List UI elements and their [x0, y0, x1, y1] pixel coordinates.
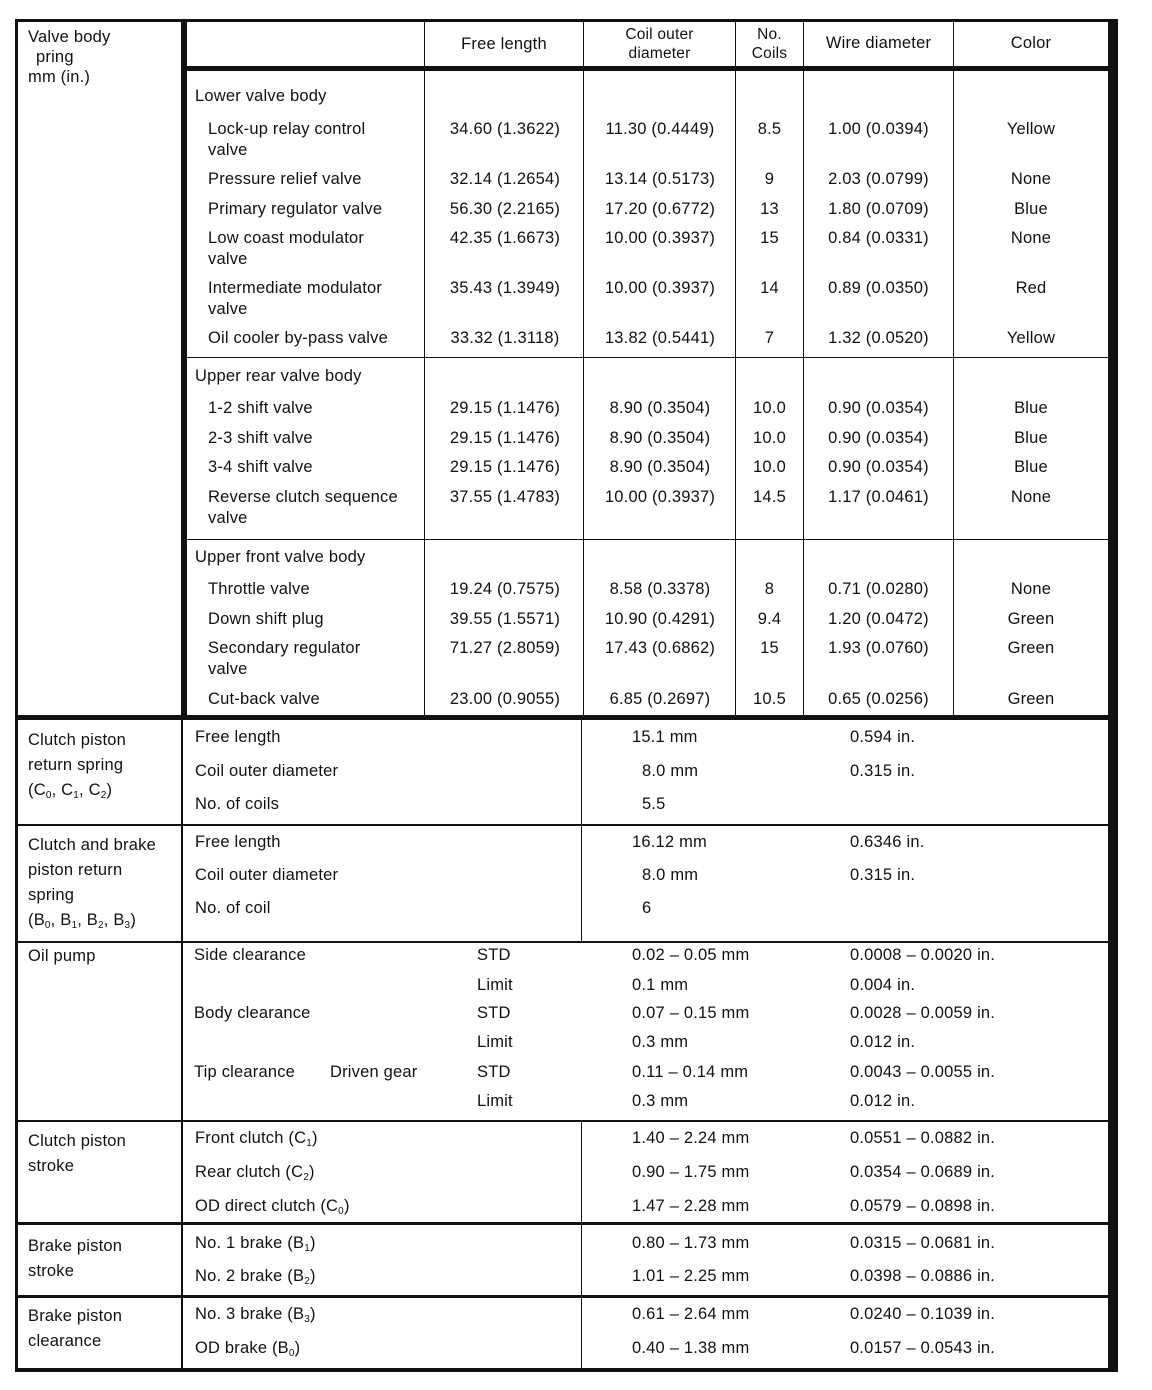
valve-name-line1: Throttle valve: [208, 580, 310, 598]
pump-inch-value: 0.012 in.: [850, 1033, 916, 1051]
pump-mm-value: 0.02 – 0.05 mm: [632, 946, 750, 964]
wire-diameter-value: 0.89 (0.0350): [828, 279, 929, 297]
color-value: Blue: [1014, 200, 1048, 218]
spec-item: No. 3 brake $(B_3)$: [195, 1305, 316, 1325]
valve-name-line2: valve: [208, 509, 248, 527]
spec-item: [195, 832, 281, 852]
pump-kind: STD: [477, 1004, 511, 1022]
coil-count-value: 9.4: [757, 610, 782, 628]
spec-item-text: Front clutch (C: [195, 1129, 307, 1147]
spec-item: Rear clutch $(C_2)$: [195, 1163, 315, 1183]
free-length-value: 37.55 (1.4783): [449, 488, 561, 506]
coil-count-value: 14.5: [753, 488, 786, 506]
color-value: Red: [1015, 279, 1047, 297]
valve-name-line2: valve: [208, 660, 248, 678]
color-value: Green: [1007, 610, 1055, 628]
spec-item: No. 2 brake $(B_2)$: [195, 1267, 316, 1287]
valve-name: [208, 487, 398, 528]
coil-count-value: 15: [760, 639, 779, 657]
coil-count-value: 10.0: [753, 399, 786, 417]
spec-item-text: No. of coil: [195, 899, 271, 917]
spec-item: Front clutch $(C_1)$: [195, 1129, 318, 1149]
spec-inch-value: 0.0579 – 0.0898 in.: [850, 1197, 996, 1215]
spec-item-text: Rear clutch (C: [195, 1163, 304, 1181]
valve-name-line2: valve: [208, 300, 248, 318]
spec-item-text: OD direct clutch (C: [195, 1197, 339, 1215]
valve-name: [208, 609, 324, 629]
coil-count-value: 13: [760, 200, 779, 218]
color-value: None: [1010, 170, 1052, 188]
coil-od-value: 8.90 (0.3504): [609, 399, 711, 417]
coil-count-value: 10.0: [753, 429, 786, 447]
spec-item: OD brake $(B_0)$: [195, 1339, 301, 1359]
pump-item: Body clearance: [194, 1004, 311, 1022]
spec-mm-value: 8.0 mm: [642, 866, 699, 884]
sep-brake-spring: [15, 824, 1110, 826]
pump-kind: STD: [477, 1063, 511, 1081]
color-value: Blue: [1014, 399, 1048, 417]
brake-spring-label: Clutch and brake piston return spring ($B_0$, $B_1$, $B_2$, $B_3$): [28, 836, 156, 931]
frame-right: [1108, 19, 1118, 1372]
spec-mm-value: 1.47 – 2.28 mm: [632, 1197, 750, 1215]
spec-item-text: Coil outer diameter: [195, 762, 339, 780]
pump-kind: STD: [477, 946, 511, 964]
wire-diameter-value: 1.32 (0.0520): [828, 329, 929, 347]
spec-item-subscript: 1: [306, 1138, 312, 1149]
free-length-value: 39.55 (1.5571): [449, 610, 561, 628]
header-underline: [181, 66, 1110, 71]
valve-name-line1: Oil cooler by-pass valve: [208, 329, 388, 347]
spec-inch-value: 0.6346 in.: [850, 833, 925, 851]
pump-mm-value: 0.3 mm: [632, 1092, 689, 1110]
wire-diameter-value: 0.84 (0.0331): [828, 229, 929, 247]
coil-count-value: 15: [760, 229, 779, 247]
spec-item-text: No. 1 brake (B: [195, 1234, 305, 1252]
color-value: Green: [1007, 690, 1055, 708]
spec-item-subscript: 3: [304, 1314, 310, 1325]
coil-count-value: 14: [760, 279, 779, 297]
spec-inch-value: 0.0240 – 0.1039 in.: [850, 1305, 996, 1323]
pump-mm-value: 0.07 – 0.15 mm: [632, 1004, 750, 1022]
free-length-value: 56.30 (2.2165): [449, 200, 561, 218]
spec-inch-value: 0.0157 – 0.0543 in.: [850, 1339, 996, 1357]
spec-item-text: Free length: [195, 833, 281, 851]
spec-inch-value: 0.315 in.: [850, 866, 916, 884]
spec-mm-value: 8.0 mm: [642, 762, 699, 780]
coil-od-value: 6.85 (0.2697): [609, 690, 711, 708]
valve-name: [208, 457, 313, 477]
oil-pump-label: Oil pump: [28, 947, 96, 965]
sep-upper-front: [185, 539, 1110, 540]
free-length-value: 42.35 (1.6673): [449, 229, 561, 247]
coil-od-value: 17.43 (0.6862): [604, 639, 716, 657]
wire-diameter-value: 0.90 (0.0354): [828, 399, 929, 417]
valve-name-line1: 2-3 shift valve: [208, 429, 313, 447]
free-length-value: 34.60 (1.3622): [449, 120, 561, 138]
coil-od-value: 8.90 (0.3504): [609, 458, 711, 476]
brake-stroke-label: Brake piston stroke: [28, 1237, 123, 1280]
coil-od-value: 10.00 (0.3937): [604, 229, 716, 247]
clutch-spring-label: Clutch piston return spring ($C_0$, $C_1$, $C_2$): [28, 731, 126, 801]
spec-inch-value: 0.0398 – 0.0886 in.: [850, 1267, 996, 1285]
sep-oil-pump: [15, 941, 1110, 943]
spec-item-subscript: 1: [304, 1243, 310, 1254]
pump-item: Tip clearance: [194, 1063, 296, 1081]
free-length-value: 23.00 (0.9055): [449, 690, 561, 708]
label-col-divider: [181, 19, 187, 719]
coil-od-value: 11.30 (0.4449): [605, 120, 715, 138]
spec-item: [195, 727, 281, 747]
coil-od-value: 10.00 (0.3937): [604, 279, 716, 297]
coil-count-value: 10.5: [753, 690, 786, 708]
valve-name-line1: Cut-back valve: [208, 690, 320, 708]
spec-item: [195, 761, 338, 781]
spec-mm-value: 0.61 – 2.64 mm: [632, 1305, 750, 1323]
coil-od-value: 17.20 (0.6772): [604, 200, 716, 218]
free-length-value: 33.32 (1.3118): [450, 329, 560, 347]
coil-count-value: 8: [764, 580, 775, 598]
spec-item: [195, 898, 271, 918]
pump-inch-value: 0.004 in.: [850, 976, 916, 994]
valve-name-line1: 3-4 shift valve: [208, 458, 313, 476]
valve-name-line1: Pressure relief valve: [208, 170, 362, 188]
valve-name-line1: 1-2 shift valve: [208, 399, 313, 417]
spec-item: No. 1 brake $(B_1)$: [195, 1234, 316, 1254]
color-value: Blue: [1014, 458, 1048, 476]
pump-kind: Limit: [477, 1092, 513, 1110]
coil-count-value: 7: [764, 329, 775, 347]
valve-name-line2: valve: [208, 141, 248, 159]
color-value: Yellow: [1006, 120, 1056, 138]
spec-mm-value: 1.40 – 2.24 mm: [632, 1129, 750, 1147]
spec-mm-value: 16.12 mm: [632, 833, 707, 851]
sep-clutch-stroke: [15, 1120, 1110, 1122]
coil-od-value: 8.90 (0.3504): [609, 429, 711, 447]
pump-mm-value: 0.11 – 0.14 mm: [632, 1063, 749, 1081]
spec-inch-value: 0.0354 – 0.0689 in.: [850, 1163, 996, 1181]
valve-section-bottom: [15, 715, 1118, 720]
pump-inch-value: 0.012 in.: [850, 1092, 916, 1110]
header-wire-diameter: Wire diameter: [825, 34, 932, 52]
spec-item-subscript: 0: [338, 1206, 344, 1217]
spec-item-text: OD brake (B: [195, 1339, 289, 1357]
valve-name-line1: Secondary regulator: [208, 639, 361, 657]
coil-count-value: 8.5: [757, 120, 782, 138]
valve-name: [208, 398, 313, 418]
valve-name: [208, 169, 362, 189]
free-length-value: 19.24 (0.7575): [449, 580, 561, 598]
spec-item-text: Free length: [195, 728, 281, 746]
header-no-coils: No. Coils: [751, 26, 788, 62]
sep-brake-clearance: [15, 1295, 1110, 1298]
wire-diameter-value: 0.90 (0.0354): [828, 458, 929, 476]
wire-diameter-value: 1.00 (0.0394): [828, 120, 929, 138]
valve-name-line1: Down shift plug: [208, 610, 324, 628]
coil-od-value: 13.82 (0.5441): [604, 329, 716, 347]
pump-mm-value: 0.3 mm: [632, 1033, 689, 1051]
mm-col-divider-4: [581, 1122, 582, 1222]
coil-od-value: 13.14 (0.5173): [604, 170, 716, 188]
spec-item-subscript: 0: [288, 1348, 295, 1359]
valve-name-line1: Intermediate modulator: [208, 279, 383, 297]
valve-name: [208, 689, 320, 709]
pump-inch-value: 0.0028 – 0.0059 in.: [850, 1004, 996, 1022]
spec-inch-value: 0.594 in.: [850, 728, 916, 746]
color-value: None: [1010, 580, 1052, 598]
coil-count-value: 9: [764, 170, 775, 188]
spec-item: [195, 794, 279, 814]
spec-mm-value: 0.40 – 1.38 mm: [632, 1339, 750, 1357]
wire-diameter-value: 1.20 (0.0472): [828, 610, 929, 628]
spec-inch-value: 0.315 in.: [850, 762, 916, 780]
free-length-value: 29.15 (1.1476): [449, 399, 561, 417]
color-value: None: [1010, 229, 1052, 247]
wire-diameter-value: 2.03 (0.0799): [828, 170, 929, 188]
pump-subitem: Driven gear: [330, 1063, 418, 1081]
free-length-value: 35.43 (1.3949): [449, 279, 561, 297]
pump-kind: Limit: [477, 1033, 513, 1051]
valve-name: [208, 278, 382, 319]
spec-item: OD direct clutch $(C_0)$: [195, 1197, 350, 1217]
spec-item-subscript: 2: [304, 1276, 310, 1287]
sep-brake-stroke: [15, 1222, 1110, 1225]
spec-item-text: No. 3 brake (B: [195, 1305, 305, 1323]
header-coil-od: Coil outer diameter: [625, 26, 694, 62]
valve-name-line1: Primary regulator valve: [208, 200, 383, 218]
valve-name-line1: Lock-up relay control: [208, 120, 366, 138]
valve-name: [208, 638, 360, 679]
wire-diameter-value: 1.17 (0.0461): [828, 488, 929, 506]
color-value: Green: [1007, 639, 1055, 657]
col-od: [583, 22, 584, 716]
pump-item: Side clearance: [194, 946, 306, 964]
label-col-divider-lower: [181, 719, 183, 1370]
valve-name-line2: valve: [208, 250, 248, 268]
wire-diameter-value: 1.80 (0.0709): [828, 200, 929, 218]
valve-name-line1: Low coast modulator: [208, 229, 365, 247]
coil-count-value: 10.0: [753, 458, 786, 476]
spec-item: [195, 865, 338, 885]
valve-name: [208, 119, 365, 160]
wire-diameter-value: 0.65 (0.0256): [828, 690, 929, 708]
clutch-stroke-label: Clutch piston stroke: [28, 1132, 126, 1175]
valve-name: [208, 328, 388, 348]
coil-od-value: 10.00 (0.3937): [604, 488, 716, 506]
spec-mm-value: 0.90 – 1.75 mm: [632, 1163, 750, 1181]
free-length-value: 29.15 (1.1476): [449, 429, 561, 447]
spec-inch-value: 0.0551 – 0.0882 in.: [850, 1129, 996, 1147]
spec-mm-value: 1.01 – 2.25 mm: [632, 1267, 750, 1285]
spec-item-text: Coil outer diameter: [195, 866, 339, 884]
sep-upper-rear: [185, 357, 1110, 358]
frame-left: [15, 19, 18, 1372]
valve-name: [208, 228, 364, 269]
color-value: Blue: [1014, 429, 1048, 447]
free-length-value: 32.14 (1.2654): [449, 170, 561, 188]
spec-mm-value: 15.1 mm: [632, 728, 698, 746]
mm-col-divider-1: [581, 720, 582, 824]
mm-col-divider-5: [581, 1225, 582, 1295]
mm-col-divider-2: [581, 826, 582, 941]
spec-mm-value: 6: [642, 899, 652, 917]
coil-od-value: 8.58 (0.3378): [609, 580, 711, 598]
col-free: [424, 22, 425, 716]
free-length-value: 71.27 (2.8059): [449, 639, 561, 657]
spec-inch-value: 0.0315 – 0.0681 in.: [850, 1234, 996, 1252]
valve-name: [208, 199, 382, 219]
spec-mm-value: 5.5: [642, 795, 666, 813]
wire-diameter-value: 1.93 (0.0760): [828, 639, 929, 657]
valve-name: [208, 579, 310, 599]
group-title-upper_rear: Upper rear valve body: [195, 367, 362, 385]
spec-item-text: No. of coils: [195, 795, 280, 813]
header-color: Color: [1010, 34, 1052, 52]
valve-body-label: Valve body pring mm (in.): [28, 28, 111, 86]
mm-col-divider-6: [581, 1298, 582, 1368]
color-value: Yellow: [1006, 329, 1056, 347]
spec-item-subscript: 2: [303, 1172, 310, 1183]
brake-clearance-label: Brake piston clearance: [28, 1307, 123, 1350]
pump-inch-value: 0.0008 – 0.0020 in.: [850, 946, 996, 964]
coil-od-value: 10.90 (0.4291): [604, 610, 716, 628]
wire-diameter-value: 0.90 (0.0354): [828, 429, 929, 447]
spec-item-text: No. 2 brake (B: [195, 1267, 305, 1285]
pump-inch-value: 0.0043 – 0.0055 in.: [850, 1063, 996, 1081]
pump-mm-value: 0.1 mm: [632, 976, 689, 994]
free-length-value: 29.15 (1.1476): [449, 458, 561, 476]
valve-name: [208, 428, 313, 448]
header-free-length: Free length: [461, 35, 547, 53]
valve-name-line1: Reverse clutch sequence: [208, 488, 398, 506]
group-title-lower: Lower valve body: [195, 87, 327, 105]
color-value: None: [1010, 488, 1052, 506]
group-title-upper_front: Upper front valve body: [195, 548, 366, 566]
spec-mm-value: 0.80 – 1.73 mm: [632, 1234, 750, 1252]
pump-kind: Limit: [477, 976, 513, 994]
wire-diameter-value: 0.71 (0.0280): [828, 580, 929, 598]
